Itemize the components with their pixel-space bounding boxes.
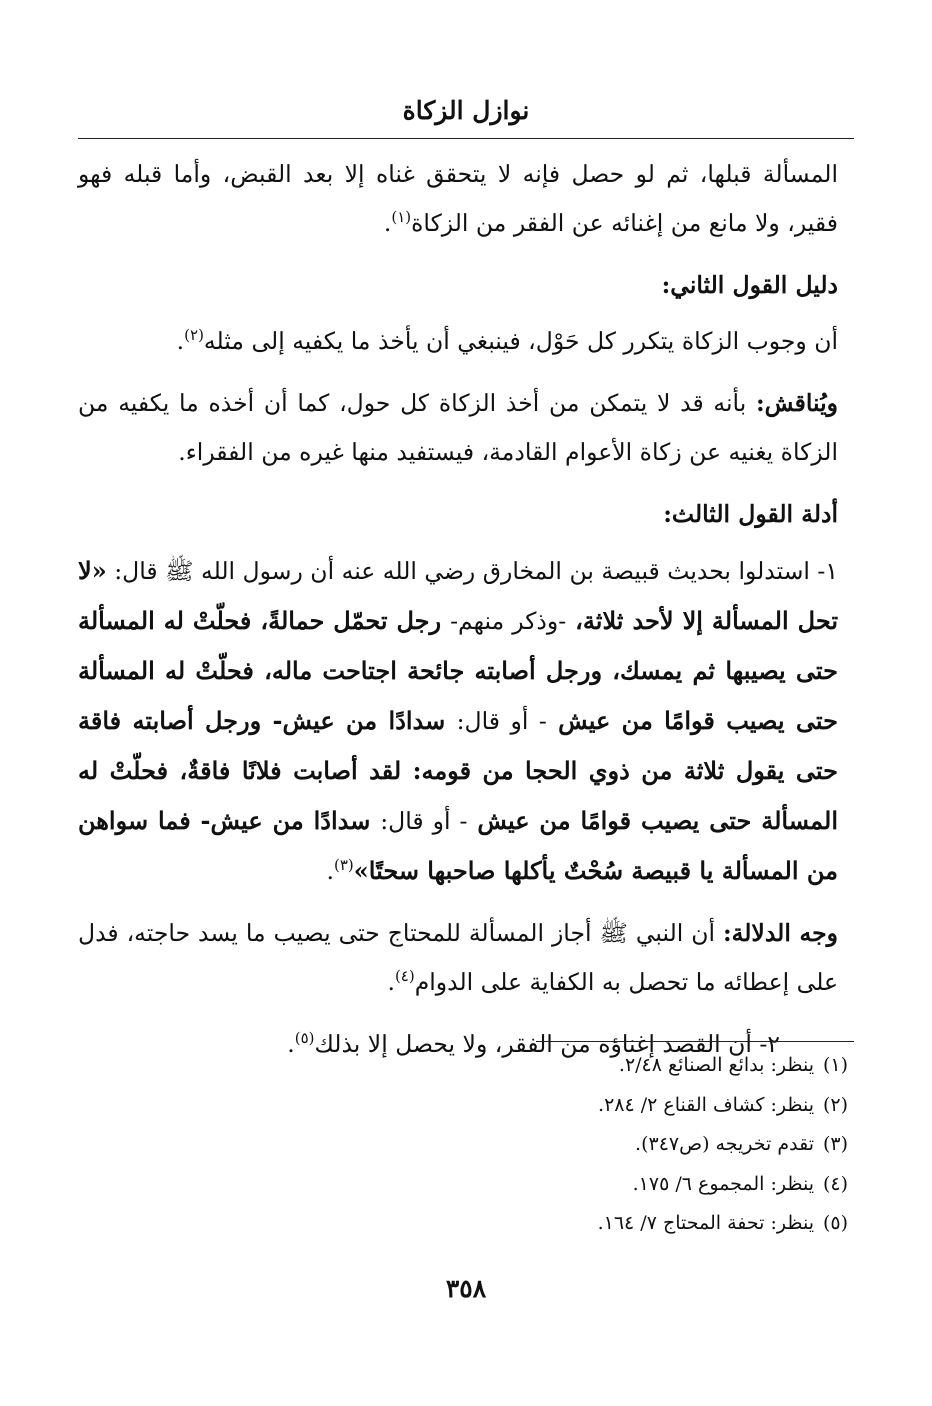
heading-second-opinion-evidence: دليل القول الثاني: bbox=[661, 271, 838, 299]
footnote-text: ينظر: بدائع الصنائع ٢/٤٨. bbox=[618, 1054, 814, 1076]
footnote-item bbox=[148, 1046, 848, 1086]
paragraph-3-text: بأنه قد لا يتمكن من أخذ الزكاة كل حول، كما أن أخذه ما يكفيه من الزكاة يغنيه عن زكاة الأعوام القادمة، فيستفيد منها غيره من الفقراء. bbox=[78, 389, 838, 466]
header-rule bbox=[78, 138, 854, 139]
footnotes bbox=[148, 1046, 848, 1244]
footnote-ref-5: (٥) bbox=[294, 1029, 315, 1047]
footnote-text: ينظر: كشاف القناع ٢/ ٢٨٤. bbox=[598, 1093, 814, 1116]
hadith-aside-2: - أو قال: bbox=[456, 707, 547, 735]
footnote-item bbox=[148, 1204, 848, 1244]
footnote-number: (٢) bbox=[822, 1093, 848, 1116]
footnote-number: (١) bbox=[822, 1054, 848, 1076]
footnote-text: ينظر: المجموع ٦/ ١٧٥. bbox=[632, 1172, 814, 1195]
footnote-rule bbox=[536, 1041, 854, 1042]
running-title: نوازل الزكاة bbox=[402, 96, 530, 125]
footnote-number: (٣) bbox=[822, 1133, 848, 1155]
footnote-ref-2: (٢) bbox=[184, 326, 204, 344]
footnote-number: (٥) bbox=[822, 1212, 848, 1234]
paragraph-1 bbox=[78, 150, 838, 248]
footnote-ref-1: (١) bbox=[391, 208, 412, 226]
paragraph-5 bbox=[78, 909, 838, 1007]
hadith-aside-3: - أو قال: bbox=[380, 807, 468, 835]
footnote-text: تقدم تخريجه (ص٣٤٧). bbox=[635, 1133, 814, 1155]
page-number: ٣٥٨ bbox=[445, 1274, 487, 1303]
discussion-lead: ويُناقش: bbox=[755, 389, 838, 417]
heading-third-opinion-evidence: أدلة القول الثالث: bbox=[663, 500, 838, 528]
hadith-end: . bbox=[326, 857, 334, 885]
paragraph-1-text: المسألة قبلها، ثم لو حصل فإنه لا يتحقق غناه إلا بعد القبض، وأما قبله فهو فقير، ولا مانع من إغنائه عن الفقر من الزكاة bbox=[78, 160, 838, 237]
footnote-ref-3: (٣) bbox=[334, 856, 354, 874]
inference-lead: وجه الدلالة: bbox=[722, 919, 838, 947]
paragraph-1-end: . bbox=[383, 209, 392, 237]
footnote-item bbox=[148, 1165, 848, 1205]
hadith-aside-1: -وذكر منهم- bbox=[450, 607, 567, 635]
hadith-part-c: رجل تحمّل حمالةً، فحلّتْ له المسألة حتى يصيبها ثم يمسك، ورجل أصابته جائحة اجتاحت ماله، فحلّتْ له المسألة حتى يصيب قوامًا من عيش bbox=[78, 606, 838, 735]
footnote-number: (٤) bbox=[822, 1172, 848, 1195]
footnote-item bbox=[148, 1125, 848, 1165]
hadith-part-a: «لا تحل المسألة إلا لأحد ثلاثة، bbox=[78, 556, 838, 635]
paragraph-2-end: . bbox=[176, 327, 185, 355]
hadith-part-g: سدادًا من عيش- فما سواهن من المسألة يا قبيصة سُحْتٌ يأكلها صاحبها سحتًا» bbox=[78, 806, 838, 885]
footnote-ref-4: (٤) bbox=[394, 967, 415, 985]
body-text bbox=[78, 150, 838, 1082]
paragraph-6-end: . bbox=[287, 1030, 295, 1058]
paragraph-3 bbox=[78, 379, 838, 477]
paragraph-2-text: أن وجوب الزكاة يتكرر كل حَوْل، فينبغي أن يأخذ ما يكفيه إلى مثله bbox=[203, 327, 838, 355]
hadith-intro: ١- استدلوا بحديث قبيصة بن المخارق رضي الله عنه أن رسول الله ﷺ قال: bbox=[114, 557, 838, 585]
hadith-paragraph bbox=[78, 546, 838, 896]
paragraph-5-text: أن النبي ﷺ أجاز المسألة للمحتاج حتى يصيب ما يسد حاجته، فدل على إعطائه ما تحصل به الكفاية على الدوام bbox=[78, 919, 838, 996]
footnote-text: ينظر: تحفة المحتاج ٧/ ١٦٤. bbox=[597, 1212, 814, 1234]
footnote-item bbox=[148, 1086, 848, 1126]
paragraph-6-text: ٢- أن القصد إغناؤه من الفقر، ولا يحصل إلا بذلك bbox=[314, 1030, 780, 1058]
hadith-part-e: سدادًا من عيش- ورجل أصابته فاقة حتى يقول ثلاثة من ذوي الحجا من قومه: لقد أصابت فلانًا فاقةٌ، فحلّتْ له المسألة حتى يصيب قوامًا من عيش bbox=[78, 706, 838, 835]
paragraph-5-end: . bbox=[387, 968, 395, 996]
paragraph-2 bbox=[78, 317, 838, 366]
